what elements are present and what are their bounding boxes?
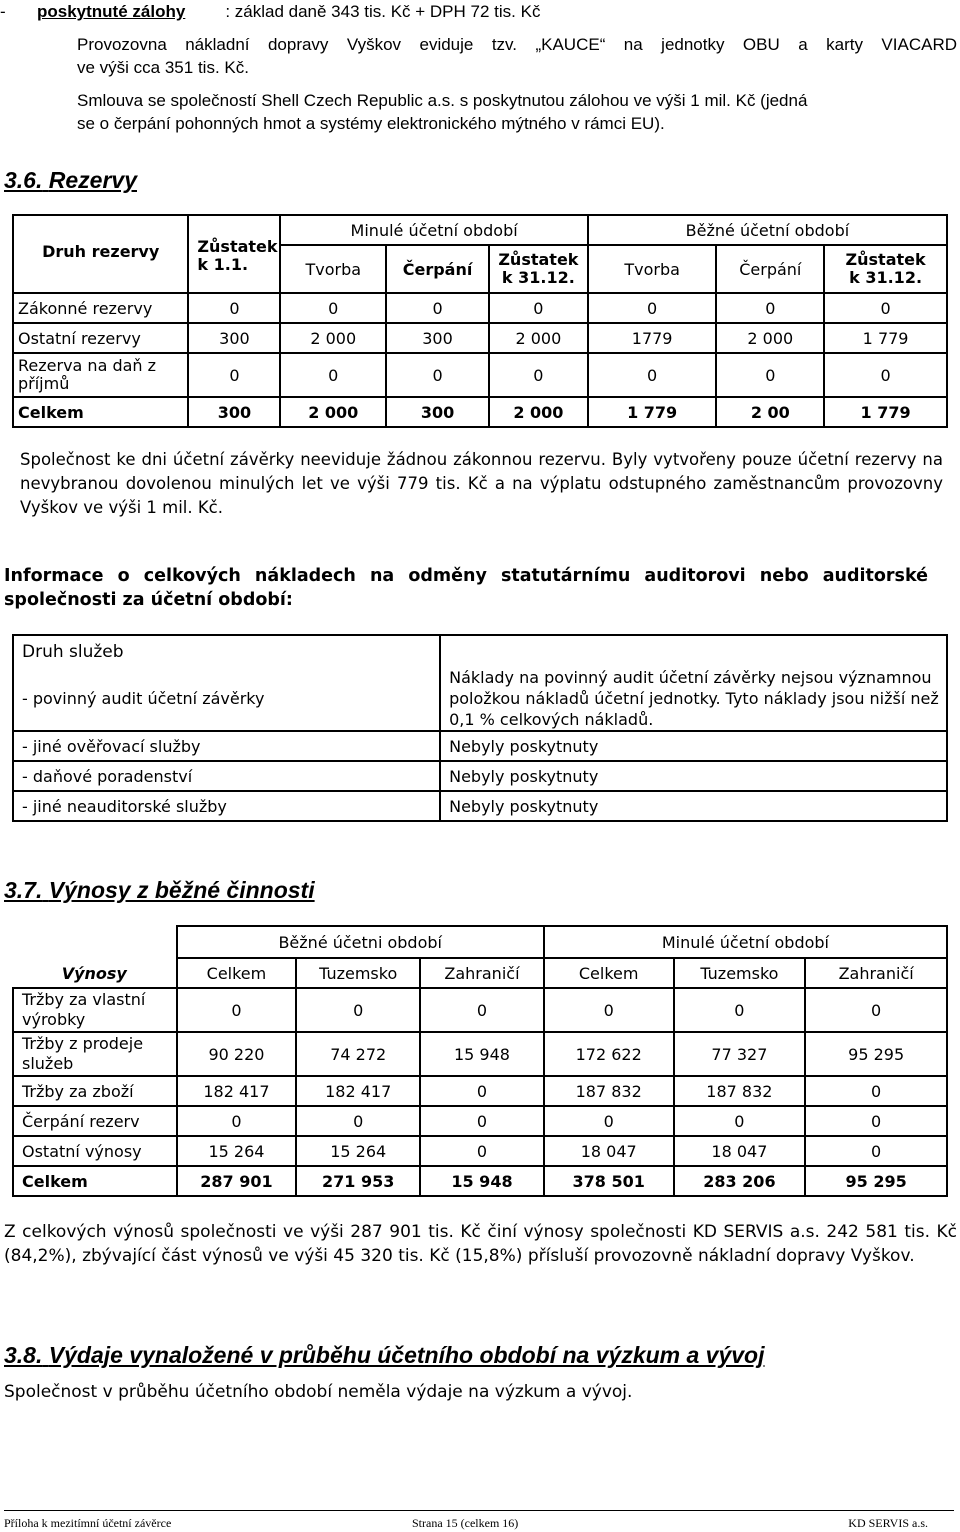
row-label: Celkem [13,397,188,427]
intro-line-kauce-2: ve výši cca 351 tis. Kč. [77,58,249,77]
table-row [13,791,947,821]
table-cell: 18 047 [674,1136,806,1166]
row-label: Čerpání rezerv [13,1106,177,1136]
table-cell: 283 206 [674,1166,806,1196]
page-footer [4,1510,954,1530]
empty-cell [440,635,947,667]
row-value: Nebyly poskytnuty [440,791,947,821]
section-heading-rezervy [4,167,137,194]
col-header-sub: Celkem [544,958,674,988]
row-label: - jiné neauditorské služby [13,791,440,821]
footer-right: KD SERVIS a.s. [848,1516,928,1530]
table-cell: 300 [188,397,280,427]
total-row [13,1166,947,1196]
vynosy-note: Z celkových výnosů společnosti ve výši 287 901 tis. Kč činí výnosy společnosti KD SERVIS a.s. 242 581 tis. Kč (84,2%), zbývající část výnosů ve výši 45 320 tis. Kč (15,8%) přísluší provozovně nákladní dopravy Vyškov. [4,1222,957,1266]
col-header-tvorba: Tvorba [588,245,717,293]
col-header-minule: Minulé účetní období [280,215,587,245]
row-label: Celkem [13,1166,177,1196]
table-row [13,353,947,397]
table-cell: 15 264 [177,1136,297,1166]
rezervy-table [12,214,948,428]
col-header-tvorba: Tvorba [280,245,386,293]
row-label: Tržby za zboží [13,1076,177,1106]
row-label: Tržby z prodeje služeb [13,1032,177,1076]
section-number: 3.8. [4,1342,43,1368]
col-header-bezne: Běžné účetni období [177,926,544,958]
auditor-table [12,634,948,822]
section-heading-vyzkum [4,1342,765,1369]
col-header-sub: Zahraničí [805,958,947,988]
table-row [13,761,947,791]
section-number: 3.7. [4,877,43,903]
section-title: Rezervy [48,167,137,193]
table-cell: 95 295 [805,1032,947,1076]
table-cell: 0 [420,1136,544,1166]
zustatek-date: k 31.12. [849,268,923,287]
table-cell: 0 [805,1076,947,1106]
zustatek-word: Zůstatek [197,237,278,256]
table-cell: 0 [280,293,386,323]
table-cell: 2 000 [489,397,588,427]
section-title: Výnosy z běžné činnosti [48,877,315,903]
table-cell: 0 [489,293,588,323]
zustatek-word: Zůstatek [498,250,579,269]
table-row [13,667,947,731]
table-cell: 95 295 [805,1166,947,1196]
footer-left: Příloha k mezitímní účetní závěrce [4,1516,172,1530]
table-cell: 0 [420,988,544,1032]
list-dash: - [0,2,6,21]
intro-line-shell-2: se o čerpání pohonných hmot a systémy elektronického mýtného v rámci EU). [77,114,665,133]
row-label: Ostatní výnosy [13,1136,177,1166]
row-label: Tržby za vlastní výrobky [13,988,177,1032]
table-row [13,323,947,353]
table-cell: 1779 [588,323,717,353]
col-header-bezne: Běžné účetní období [588,215,947,245]
intro-line-kauce: Provozovna nákladní dopravy Vyškov eviduje tzv. „KAUCE“ na jednotky OBU a karty VIACARD [77,35,957,54]
zalohy-line [77,0,540,23]
col-header-vynosy: Výnosy [13,926,177,988]
table-cell: 2 000 [489,323,588,353]
table-cell: 2 000 [716,323,824,353]
table-row [13,1032,947,1076]
table-cell: 0 [386,293,489,323]
row-value: Nebyly poskytnuty [440,761,947,791]
row-value: Náklady na povinný audit účetní závěrky nejsou významnou položkou nákladů účetní jednotky. Tyto náklady jsou nižší než 0,1 % celkových nákladů. [440,667,947,731]
zalohy-text: : základ daně 343 tis. Kč + DPH 72 tis. Kč [225,2,541,21]
col-header-druh: Druh rezervy [13,215,188,293]
table-cell: 0 [674,1106,806,1136]
table-cell: 0 [177,1106,297,1136]
table-row [13,988,947,1032]
table-cell: 0 [420,1106,544,1136]
auditor-heading: Informace o celkových nákladech na odměny statutárnímu auditorovi nebo auditorské společnosti za účetní období: [4,566,928,610]
table-cell: 182 417 [177,1076,297,1106]
table-cell: 1 779 [824,323,947,353]
table-cell: 1 779 [588,397,717,427]
table-cell: 0 [296,988,420,1032]
col-header-zustatek-end [824,245,947,293]
col-header-cerpani: Čerpání [716,245,824,293]
table-cell: 74 272 [296,1032,420,1076]
row-label: - daňové poradenství [13,761,440,791]
table-cell: 0 [188,293,280,323]
row-label: Zákonné rezervy [13,293,188,323]
table-cell: 0 [420,1076,544,1106]
table-cell: 187 832 [674,1076,806,1106]
table-row [13,1136,947,1166]
col-header-zustatek-start [188,215,280,293]
table-cell: 77 327 [674,1032,806,1076]
table-cell: 0 [805,1136,947,1166]
table-cell: 271 953 [296,1166,420,1196]
table-cell: 378 501 [544,1166,674,1196]
col-header-cerpani: Čerpání [386,245,489,293]
table-cell: 0 [544,988,674,1032]
table-cell: 18 047 [544,1136,674,1166]
table-cell: 0 [544,1106,674,1136]
row-label: - jiné ověřovací služby [13,731,440,761]
table-cell: 300 [386,397,489,427]
row-label: Ostatní rezervy [13,323,188,353]
table-header-row [13,635,947,667]
table-cell: 0 [296,1106,420,1136]
section-heading-vynosy [4,877,315,904]
table-cell: 2 000 [280,323,386,353]
table-cell: 0 [824,353,947,397]
table-cell: 300 [188,323,280,353]
vyzkum-note: Společnost v průběhu účetního období neměla výdaje na výzkum a vývoj. [4,1382,633,1402]
table-cell: 300 [386,323,489,353]
table-cell: 287 901 [177,1166,297,1196]
table-cell: 15 948 [420,1166,544,1196]
zustatek-date: k 1.1. [197,255,249,274]
table-cell: 0 [805,988,947,1032]
table-cell: 90 220 [177,1032,297,1076]
table-cell: 172 622 [544,1032,674,1076]
row-label: - povinný audit účetní závěrky [13,667,440,731]
table-cell: 0 [177,988,297,1032]
table-cell: 0 [805,1106,947,1136]
table-row [13,293,947,323]
table-cell: 0 [280,353,386,397]
row-value: Nebyly poskytnuty [440,731,947,761]
table-row [13,1106,947,1136]
section-title: Výdaje vynaložené v průběhu účetního období na výzkum a vývoj [48,1342,765,1368]
table-cell: 2 000 [280,397,386,427]
zalohy-label: poskytnuté zálohy [37,2,186,21]
table-cell: 0 [716,293,824,323]
table-cell: 0 [588,293,717,323]
col-header-minule: Minulé účetní období [544,926,947,958]
col-header-zustatek-end [489,245,588,293]
col-header-sub: Tuzemsko [296,958,420,988]
table-cell: 0 [824,293,947,323]
table-cell: 0 [188,353,280,397]
table-cell: 0 [588,353,717,397]
col-header-sub: Celkem [177,958,297,988]
zustatek-word: Zůstatek [845,250,926,269]
total-row [13,397,947,427]
table-cell: 0 [716,353,824,397]
table-cell: 182 417 [296,1076,420,1106]
table-cell: 0 [386,353,489,397]
table-cell: 1 779 [824,397,947,427]
footer-center: Strana 15 (celkem 16) [412,1516,519,1530]
table-cell: 2 00 [716,397,824,427]
section-number: 3.6. [4,167,43,193]
table-row [13,1076,947,1106]
rezervy-note: Společnost ke dni účetní závěrky neeviduje žádnou zákonnou rezervu. Byly vytvořeny pouze účetní rezervy na nevybranou dovolenou minulých let ve výši 779 tis. Kč a na výplatu odstupného zaměstnancům provozovny Vyškov ve výši 1 mil. Kč. [20,450,943,517]
table-cell: 187 832 [544,1076,674,1106]
row-label: Rezerva na daň z příjmů [13,353,188,397]
vynosy-table [12,925,948,1197]
table-cell: 0 [489,353,588,397]
table-cell: 0 [674,988,806,1032]
table-cell: 15 264 [296,1136,420,1166]
col-header-druh-sluzeb: Druh služeb [13,635,440,667]
intro-line-shell: Smlouva se společností Shell Czech Republic a.s. s poskytnutou zálohou ve výši 1 mil. Kč (jedná [77,91,808,110]
table-row [13,731,947,761]
zustatek-date: k 31.12. [501,268,575,287]
table-cell: 15 948 [420,1032,544,1076]
col-header-sub: Zahraničí [420,958,544,988]
col-header-sub: Tuzemsko [674,958,806,988]
